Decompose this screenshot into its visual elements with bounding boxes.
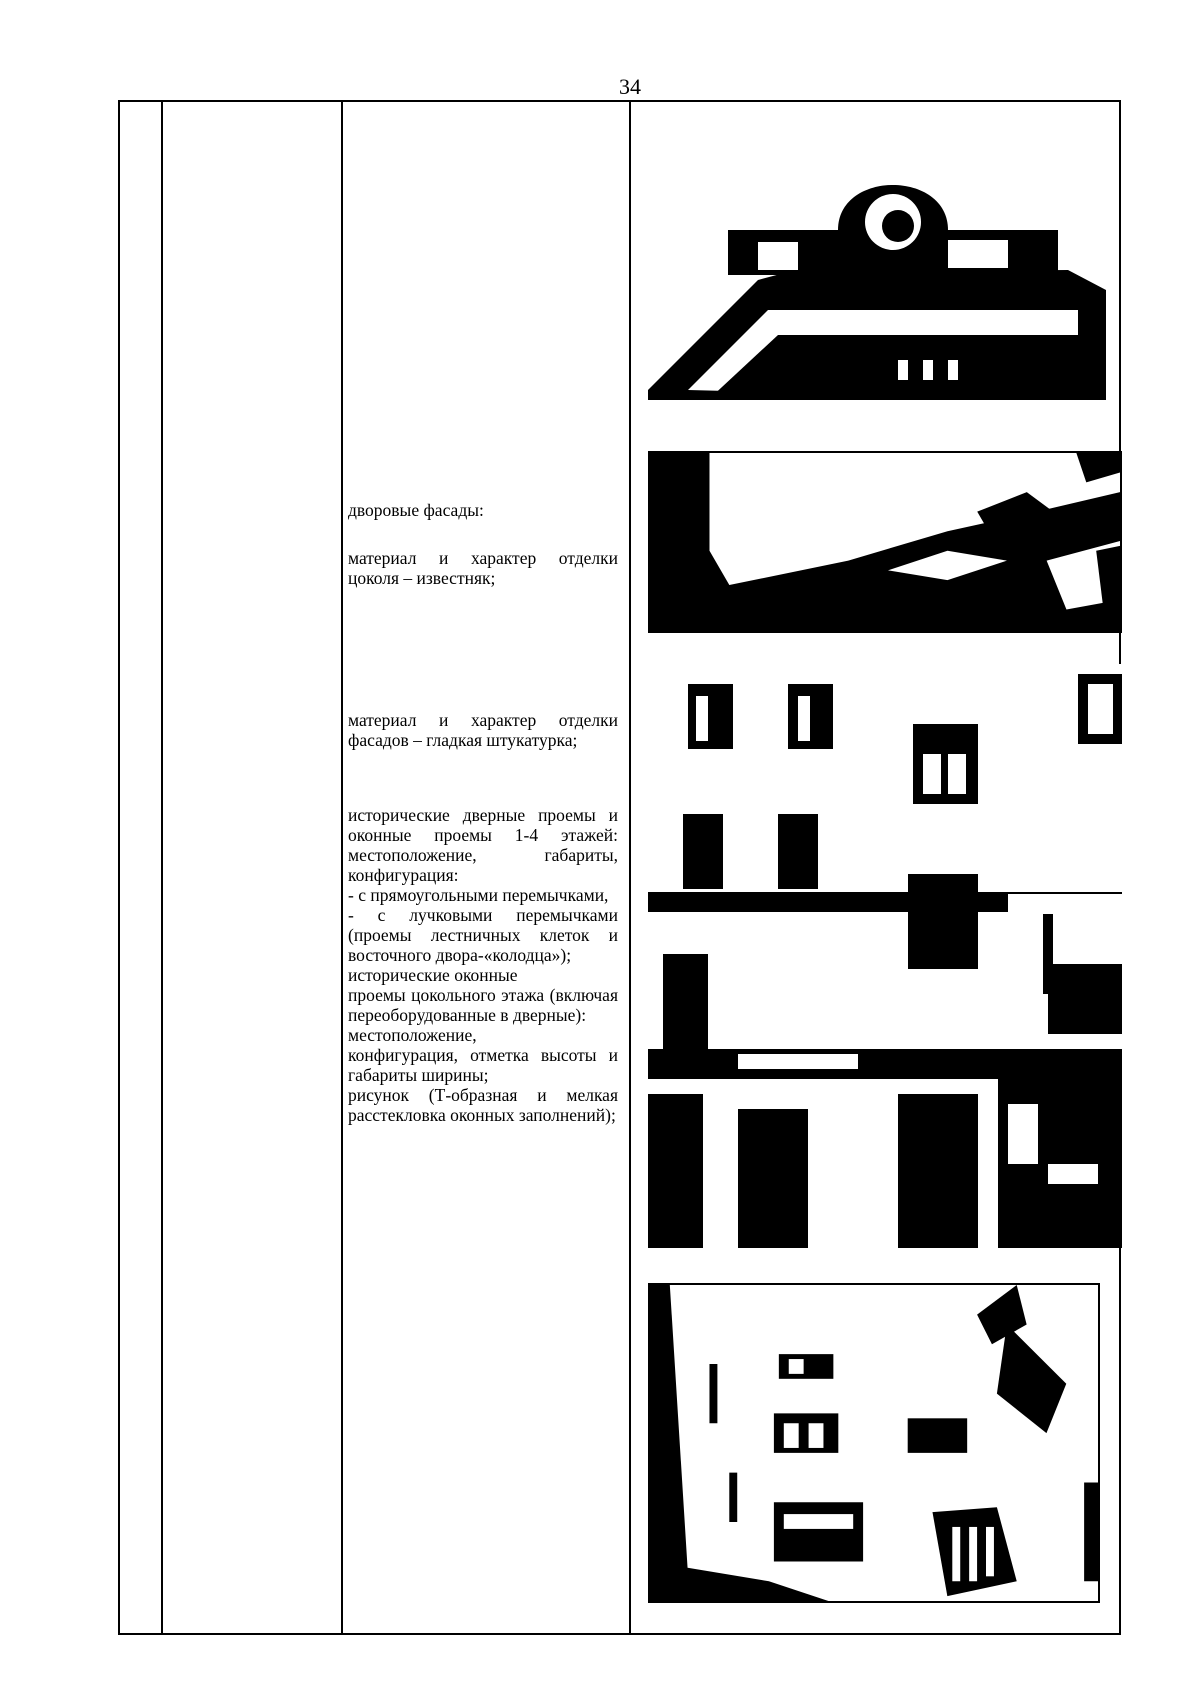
openings-line: местоположение, [348, 1025, 477, 1045]
table-column-divider [161, 102, 163, 1633]
openings-line: проемы цокольного этажа (включая переоборудованные в дверные): [348, 985, 618, 1025]
page-number: 34 [619, 74, 641, 99]
courtyard-well-photo [648, 1283, 1100, 1603]
table-column-divider [341, 102, 343, 1633]
openings-line: рисунок (Т-образная и мелкая расстекловка оконных заполнений); [348, 1085, 618, 1125]
courtyard-facades-heading: дворовые фасады: [348, 500, 484, 520]
facade-finish-text: материал и характер отделки фасадов – гладкая штукатурка; [348, 710, 618, 750]
openings-line: конфигурация, отметка высоты и габариты ширины; [348, 1045, 618, 1085]
limestone-plinth-photo [648, 451, 1122, 633]
openings-line: исторические дверные проемы и оконные проемы 1-4 этажей: местоположение, габариты, конфигурация: [348, 805, 618, 885]
openings-line: исторические оконные [348, 965, 518, 985]
plinth-finish-text: материал и характер отделки цоколя – известняк; [348, 548, 618, 588]
plastered-facade-photo [648, 664, 1122, 1248]
openings-description [348, 805, 618, 1125]
table-column-divider [629, 102, 631, 1633]
roof-cornice-photo [648, 160, 1106, 400]
openings-line: - с прямоугольными перемычками, [348, 885, 609, 905]
openings-line: - с лучковыми перемычками (проемы лестничных клеток и восточного двора-«колодца»); [348, 905, 618, 965]
